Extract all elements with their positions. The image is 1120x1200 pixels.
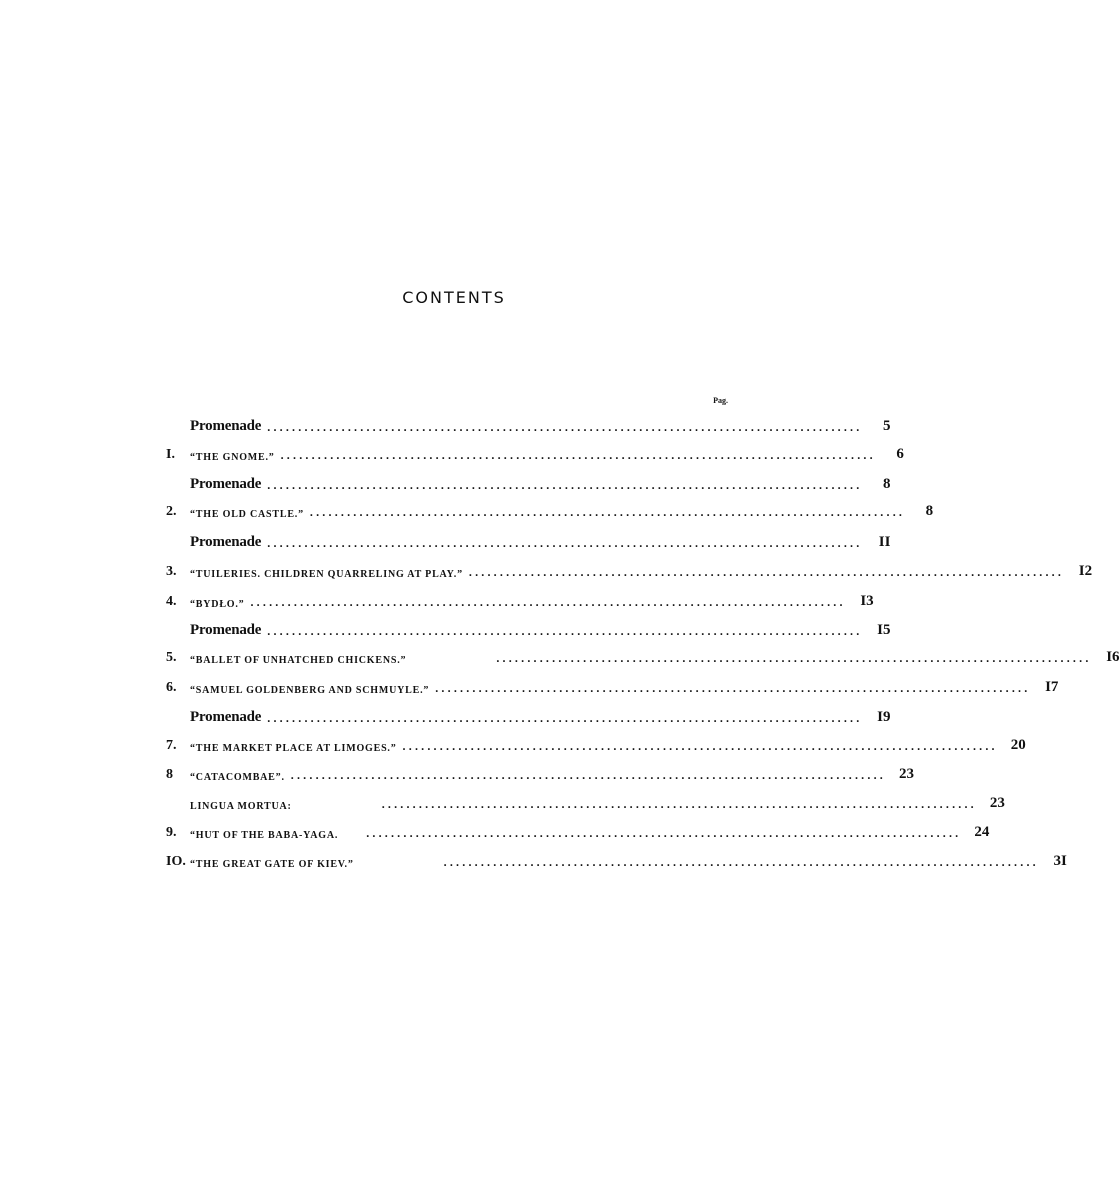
entry-page-number: I9 bbox=[877, 709, 891, 725]
entry-title: “HUT OF THE BABA-YAGA. bbox=[190, 830, 339, 841]
dot-leader: ................................................................................................ bbox=[267, 711, 863, 725]
toc-entry bbox=[160, 437, 904, 463]
dot-leader: ................................................................................................ bbox=[250, 595, 846, 609]
entry-title: “BYDŁO.” bbox=[190, 599, 245, 610]
entry-page-number: 8 bbox=[882, 476, 891, 492]
toc-entry bbox=[160, 786, 1005, 812]
entry-title: Promenade bbox=[190, 622, 262, 638]
entry-page-number: 6 bbox=[896, 446, 904, 462]
entry-number: I. bbox=[166, 447, 175, 462]
dot-leader: ................................................................................................ bbox=[496, 651, 1092, 665]
dot-leader: ................................................................................................ bbox=[366, 826, 962, 840]
entry-title: “SAMUEL GOLDENBERG AND SCHMUYLE.” bbox=[190, 685, 430, 696]
entry-title: Promenade bbox=[190, 476, 262, 492]
toc-entry bbox=[160, 409, 891, 435]
entry-page-number: 24 bbox=[974, 824, 990, 840]
entry-page-number: 3I bbox=[1053, 853, 1067, 869]
entry-page-number: 5 bbox=[882, 418, 891, 434]
dot-leader: ................................................................................................ bbox=[402, 739, 998, 753]
entry-page-number: 20 bbox=[1010, 737, 1026, 753]
dot-leader: ................................................................................................ bbox=[267, 420, 863, 434]
entry-number: 4. bbox=[166, 594, 177, 609]
dot-leader: ................................................................................................ bbox=[309, 505, 906, 519]
toc-entry bbox=[160, 640, 1120, 666]
dot-leader: ................................................................................................ bbox=[267, 624, 863, 638]
dot-leader: ................................................................................................ bbox=[435, 681, 1031, 695]
entry-page-number: 23 bbox=[989, 795, 1005, 811]
toc-entry bbox=[160, 700, 891, 726]
dot-leader: ................................................................................................ bbox=[267, 478, 863, 492]
entry-page-number: 8 bbox=[925, 503, 934, 519]
entry-page-number: I2 bbox=[1078, 563, 1093, 579]
entry-title: “THE MARKET PLACE AT LIMOGES.” bbox=[190, 743, 397, 754]
entry-title: “TUILERIES. CHILDREN QUARRELING AT PLAY.” bbox=[190, 569, 463, 580]
entry-page-number: I3 bbox=[860, 593, 874, 609]
entry-title: LINGUA MORTUA: bbox=[190, 801, 292, 812]
entry-number: 3. bbox=[166, 564, 177, 579]
toc-entry bbox=[160, 613, 891, 639]
entry-page-number: I6 bbox=[1106, 649, 1120, 665]
entry-title: “THE OLD CASTLE.” bbox=[190, 509, 304, 520]
entry-page-number: 23 bbox=[898, 766, 914, 782]
toc-entry bbox=[160, 815, 990, 841]
toc-entry bbox=[160, 494, 934, 520]
page-column-label: Pag. bbox=[713, 396, 728, 405]
entry-page-number: I7 bbox=[1045, 679, 1059, 695]
dot-leader: ................................................................................................ bbox=[290, 768, 886, 782]
entry-page-number: II bbox=[878, 534, 891, 550]
page-title: CONTENTS bbox=[402, 288, 506, 307]
dot-leader: ................................................................................................ bbox=[280, 448, 876, 462]
entry-title: “BALLET OF UNHATCHED CHICKENS.” bbox=[190, 655, 407, 666]
toc-entry bbox=[160, 670, 1059, 696]
toc-entry bbox=[160, 525, 891, 551]
entry-title: “CATACOMBAE”. bbox=[190, 772, 285, 783]
entry-number: 8 bbox=[166, 767, 173, 782]
entry-title: “THE GREAT GATE OF KIEV.” bbox=[190, 859, 354, 870]
entry-number: 7. bbox=[166, 738, 177, 753]
entry-title: Promenade bbox=[190, 709, 262, 725]
entry-number: 2. bbox=[166, 504, 177, 519]
toc-entry bbox=[160, 728, 1026, 754]
entry-title: Promenade bbox=[190, 534, 262, 550]
dot-leader: ................................................................................................ bbox=[381, 797, 977, 811]
toc-entry bbox=[160, 757, 914, 783]
entry-number: 5. bbox=[166, 650, 177, 665]
dot-leader: ................................................................................................ bbox=[468, 565, 1065, 579]
dot-leader: ................................................................................................ bbox=[267, 536, 863, 550]
entry-title: “THE GNOME.” bbox=[190, 452, 275, 463]
toc-entry bbox=[160, 554, 1093, 580]
entry-number: 6. bbox=[166, 680, 177, 695]
entry-number: 9. bbox=[166, 825, 177, 840]
toc-entry bbox=[160, 584, 874, 610]
dot-leader: ................................................................................................ bbox=[443, 855, 1039, 869]
entry-title: Promenade bbox=[190, 418, 262, 434]
toc-entry bbox=[160, 844, 1067, 870]
entry-number: IO. bbox=[166, 854, 186, 869]
toc-entry bbox=[160, 467, 891, 493]
entry-page-number: I5 bbox=[877, 622, 891, 638]
